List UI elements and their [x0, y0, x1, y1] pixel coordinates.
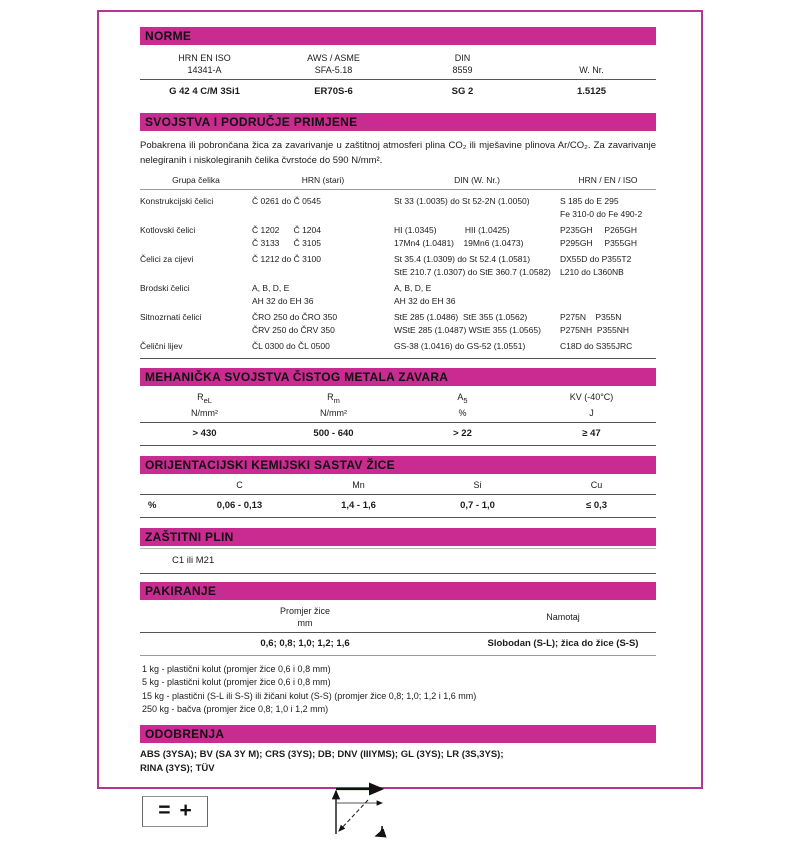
norme-col-wnr: W. Nr. [579, 65, 604, 75]
chem-col-c: C [236, 479, 243, 490]
table-row: Čelični lijev ČL 0300 do ČL 0500 GS-38 (1.0416) do GS-52 (1.0551) C18D do S355JRC [140, 341, 633, 351]
chem-value-si: 0,7 - 1,0 [460, 499, 495, 511]
section-header-kemijski: ORIJENTACIJSKI KEMIJSKI SASTAV ŽICE [140, 456, 656, 474]
section-header-pakiranje: PAKIRANJE [140, 582, 656, 600]
pack-col-spool: Namotaj [546, 611, 580, 622]
chem-row-label: % [148, 499, 157, 511]
list-item: 15 kg - plastični (S-L ili S-S) ili žičani kolut (S-S) (promjer žice 0,8; 1,0; 1,2 i 1,6 mm) [142, 690, 477, 701]
mech-table-values [140, 423, 656, 446]
section-header-plin: ZAŠTITNI PLIN [140, 528, 656, 546]
table-row: Čelici za cijevi Č 1212 do Č 3100 St 35.4 (1.0309) do St 52.4 (1.0581) StE 210.7 (1.0307) do StE 360.7 (1.0582) DX55D do P355T2 L210 do L360NB [140, 254, 632, 277]
chem-value-mn: 1,4 - 1,6 [341, 499, 376, 511]
section-header-svojstva: SVOJSTVA I PODRUČJE PRIMJENE [140, 113, 656, 131]
norme-value-hrn: G 42 4 C/M 3Si1 [169, 86, 240, 97]
section-header-norme: NORME [140, 27, 656, 45]
mech-col-a5: $A_5$ % [457, 392, 468, 418]
norme-value-wnr: 1.5125 [576, 86, 607, 97]
chem-value-c: 0,06 - 0,13 [216, 499, 263, 511]
pack-value-spool: Slobodan (S-L); žica do žice (S-S) [487, 637, 639, 649]
pack-value-diameter: 0,6; 0,8; 1,0; 1,2; 1,6 [260, 637, 350, 649]
norme-col-hrn: HRN EN ISO 14341-A [178, 53, 231, 75]
shielding-gas-value: C1 ili M21 [140, 548, 656, 574]
mech-table-header [140, 386, 656, 423]
norme-table-header [140, 45, 656, 80]
mech-value-a5: > 22 [453, 427, 472, 439]
chem-col-si: Si [473, 479, 482, 490]
datasheet-page [97, 10, 703, 823]
list-item: 250 kg - bačva (promjer žice 0,8; 1,0 i 1,2 mm) [142, 704, 329, 715]
approvals-text: ABS (3YSA); BV (SA 3Y M); CRS (3YS); DB; DNV (IIIYMS); GL (3YS); LR (3S,3YS); RINA (3YS); TÜV [140, 748, 504, 774]
norme-col-din: DIN 8559 [452, 53, 473, 75]
table-row: Kotlovski čelici Č 1202 Č 1204 Č 3133 Č 3105 HI (1.0345) HII (1.0425) 17Mn4 (1.0481) 19Mn6 (1.0473) P235GH P265GH P295GH P355GH [140, 225, 638, 248]
section-header-odobrenja: ODOBRENJA [140, 725, 656, 743]
table-row: Konstrukcijski čelici Č 0261 do Č 0545 St 33 (1.0035) do St 52-2N (1.0050) S 185 do E 295 Fe 310-0 do Fe 490-2 [140, 196, 643, 219]
chem-col-cu: Cu [590, 479, 603, 490]
norme-table-values [140, 80, 656, 105]
steel-table-header: Grupa čelika HRN (stari) DIN (W. Nr.) HRN / EN / ISO [140, 175, 656, 190]
table-row: Brodski čelici A, B, D, E AH 32 do EH 36 A, B, D, E AH 32 do EH 36 [140, 283, 456, 306]
pack-col-diameter: Promjer žice mm [279, 605, 330, 628]
chem-value-cu: ≤ 0,3 [585, 499, 608, 511]
chem-col-mn: Mn [352, 479, 365, 490]
table-row: Sitnozrnati čelici ČRO 250 do ČRO 350 ČRV 250 do ČRV 350 StE 285 (1.0486) StE 355 (1.0562) WStE 285 (1.0487) WStE 355 (1.0565) P275N P355N P275NH P355NH [140, 312, 629, 335]
norme-value-din: SG 2 [451, 86, 474, 97]
section-header-mehanicka: MEHANIČKA SVOJSTVA ČISTOG METALA ZAVARA [140, 368, 656, 386]
mech-col-kv: KV (-40°C) J [569, 392, 614, 418]
pack-table-header [140, 600, 656, 633]
application-description: Pobakrena ili pobrončana žica za zavarivanje u zaštitnoj atmosferi plina CO₂ ili mješavine plinova Ar/CO₂. Za zavarivanje nelegiranih i niskolegiranih čelika čvrstoće do 590 N/mm². [140, 140, 656, 166]
welding-positions-icon [298, 782, 398, 844]
norme-value-aws: ER70S-6 [314, 86, 353, 97]
norme-col-aws: AWS / ASME SFA-5.18 [307, 53, 360, 75]
chem-table-values [140, 495, 656, 518]
chem-table-header [140, 474, 656, 495]
pack-table-values [140, 633, 656, 656]
list-item: 5 kg - plastični kolut (promjer žice 0,6 i 0,8 mm) [142, 677, 331, 688]
mech-value-kv: ≥ 47 [582, 427, 601, 439]
mech-value-rel: > 430 [192, 427, 217, 439]
mech-col-rel: $R_{eL}$ N/mm² [191, 392, 218, 418]
mech-value-rm: 500 - 640 [313, 427, 354, 439]
page-content [140, 12, 656, 846]
mech-col-rm: $R_m$ N/mm² [320, 392, 347, 418]
packaging-list [140, 656, 656, 717]
dc-plus-polarity-icon: = + [142, 796, 208, 827]
list-item: 1 kg - plastični kolut (promjer žice 0,6 i 0,8 mm) [142, 663, 331, 674]
footer-icons [140, 782, 656, 846]
